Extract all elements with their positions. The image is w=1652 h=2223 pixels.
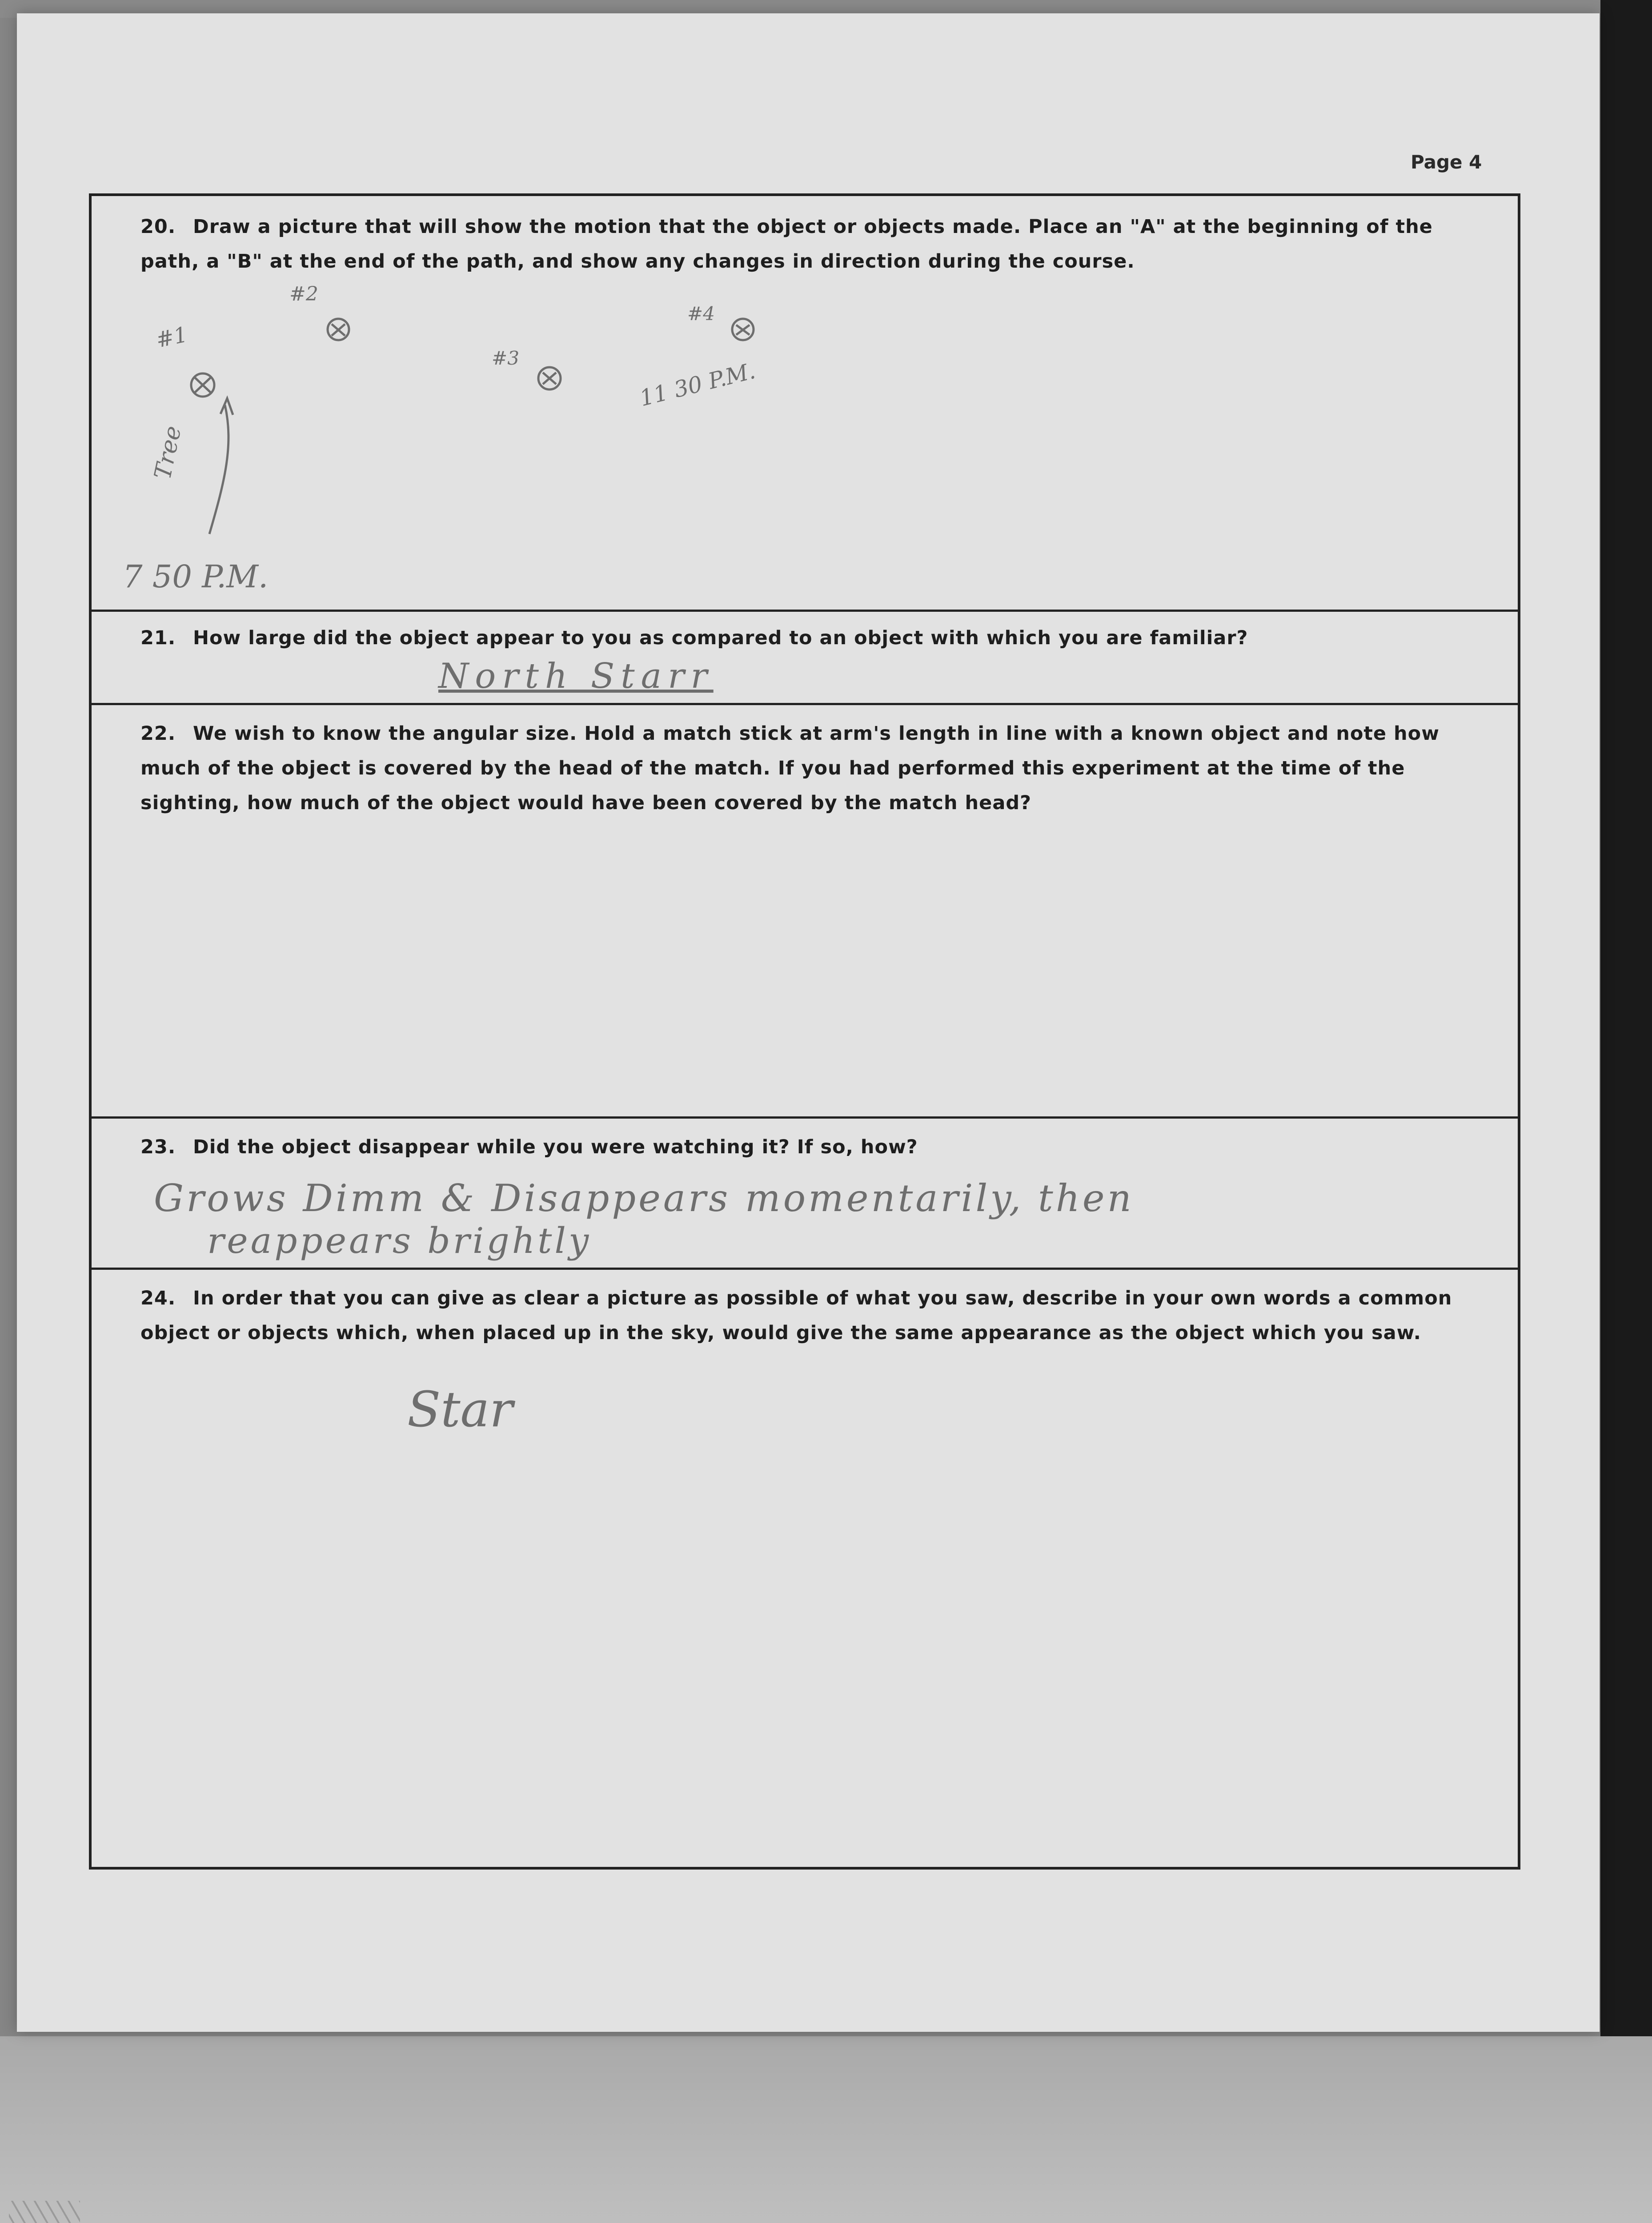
question-21-section [92, 612, 1518, 705]
question-20-section [92, 196, 1518, 612]
sketch-label-mark-2: #2 [289, 283, 318, 305]
question-24-answer: Star [407, 1381, 513, 1438]
question-20-number: 20. [140, 216, 176, 238]
sketch-label-end-time: 11 30 P.M. [637, 357, 758, 412]
photo-background-right [1600, 0, 1652, 2036]
sketch-label-start-time: 7 50 P.M. [123, 558, 269, 595]
sketch-label-mark-4: #4 [687, 303, 715, 325]
question-23-section [92, 1119, 1518, 1270]
photo-background-lower [0, 2036, 1652, 2223]
question-23-answer-line-1: Grows Dimm & Disappears momentarily, then [154, 1176, 1134, 1220]
motion-path-line [209, 405, 229, 534]
question-23-prompt [140, 1130, 1474, 1164]
question-21-answer: North Starr [438, 656, 714, 696]
question-24-prompt [140, 1281, 1474, 1350]
question-22-number: 22. [140, 722, 176, 745]
question-20-text: Draw a picture that will show the motion that the object or objects made. Place an "A" at the beginning of the path, a "B" at the end of the path, and show any changes in direction during the course. [140, 216, 1433, 273]
question-22-text: We wish to know the angular size. Hold a match stick at arm's length in line with a known object and note how much of the object is covered by the head of the match. If you had performed this experiment at the time of the sighting, how much of the object would have been covered by the match head? [140, 722, 1439, 814]
question-21-prompt [140, 621, 1474, 655]
question-22-section [92, 705, 1518, 1119]
page-number: Page 4 [1411, 151, 1482, 173]
question-24-text: In order that you can give as clear a picture as possible of what you saw, describe in your own words a common object or objects which, when placed up in the sky, would give the same appearance as the object which you saw. [140, 1287, 1452, 1344]
motion-sketch [92, 196, 1514, 610]
background-scratch-marks [9, 2201, 80, 2223]
question-23-answer-line-2: reappears brightly [207, 1220, 592, 1261]
question-23-number: 23. [140, 1136, 176, 1158]
sketch-label-tree: Tree [149, 423, 187, 482]
question-21-number: 21. [140, 627, 176, 649]
question-22-prompt [140, 716, 1474, 820]
question-24-section [92, 1270, 1518, 1868]
sketch-label-mark-3: #3 [492, 347, 519, 369]
sketch-label-mark-1: #1 [153, 322, 190, 353]
question-23-text: Did the object disappear while you were watching it? If so, how? [193, 1136, 918, 1158]
questionnaire-form [89, 193, 1520, 1870]
question-24-number: 24. [140, 1287, 176, 1309]
question-21-text: How large did the object appear to you as compared to an object with which you are familiar? [193, 627, 1248, 649]
